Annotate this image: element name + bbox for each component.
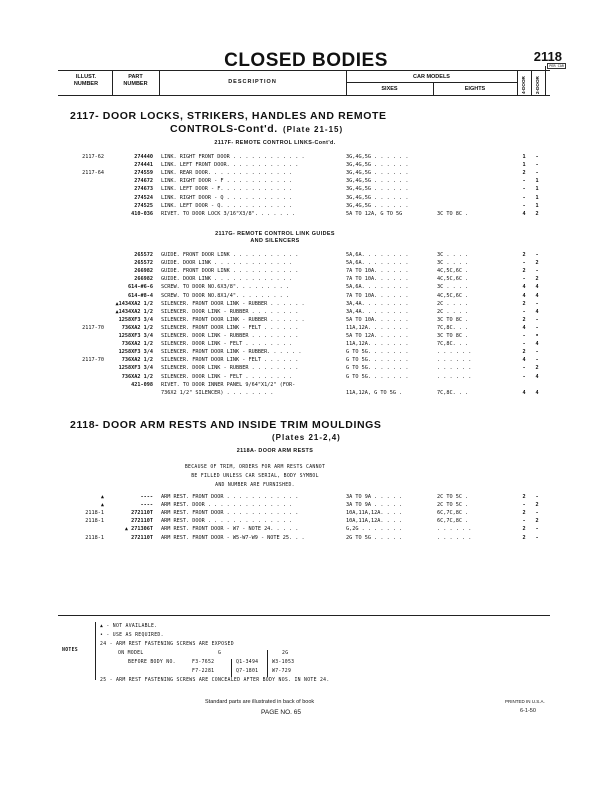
part-description: SILENCER. FRONT DOOR LINK - FELT . . . . . . [161, 324, 299, 331]
two-door-qty: - [535, 349, 539, 356]
four-door-qty: - [522, 186, 526, 193]
plates-ref: (Plate 21-15) [283, 125, 344, 134]
part-description: GUIDE. DOOR LINK . . . . . . . . . . . . . [161, 276, 293, 283]
part-number: 736XA2 1/2 [121, 357, 153, 364]
eights-models: 2C TO 5C . [437, 502, 469, 509]
footer-standard-parts: Standard parts are illustrated in back of book [205, 699, 315, 705]
illus-number: 2117-64 [82, 170, 104, 177]
four-door-qty: 2 [522, 510, 526, 517]
header-top-rule [58, 70, 550, 71]
note-24: 24 - ARM REST FASTENING SCREWS ARE EXPOSED [100, 642, 234, 647]
part-description: LINK. LEFT DOOR - F. . . . . . . . . . . . [161, 186, 293, 193]
four-door-qty: - [522, 178, 526, 185]
two-door-qty: - [535, 324, 539, 331]
notes-top-rule [58, 615, 550, 616]
note-24-body-no: Q1-3494 [236, 660, 259, 665]
eights-models: 6C,7C,8C . [437, 510, 469, 517]
sixes-models: 5A,6A. . . . . . . . [346, 284, 409, 291]
four-door-qty: 2 [522, 349, 526, 356]
part-description: 736X2 1/2" SILENCER) . . . . . . . . [161, 389, 274, 396]
eights-models: . . . . . . [437, 373, 472, 380]
eights-models: 4C,5C,6C . [437, 292, 469, 299]
part-number: 1258XF3 3/4 [118, 349, 153, 356]
part-description: GUIDE. DOOR LINK . . . . . . . . . . . . . [161, 260, 293, 267]
part-description: LINK. LEFT FRONT DOOR. . . . . . . . . . . . [161, 162, 299, 169]
col-illus-header: ILLUST. NUMBER [73, 74, 99, 87]
eights-models: 2C . . . . [437, 308, 469, 315]
part-number: 1258XF3 3/4 [118, 365, 153, 372]
eights-models: 3C . . . . [437, 284, 469, 291]
four-door-qty: 2 [522, 316, 526, 323]
two-door-qty: 1 [535, 178, 539, 185]
page-title: CLOSED BODIES [224, 50, 388, 71]
two-door-qty: - [535, 154, 539, 160]
part-description: LINK. LEFT DOOR - Q. . . . . . . . . . . . [161, 202, 293, 209]
note-divider [267, 650, 268, 677]
sixes-models: 3G,4G,5G . . . . . . [346, 170, 409, 177]
note-24-body-no: Q7-1801 [236, 669, 259, 674]
part-number: ---- [140, 502, 153, 509]
two-door-qty: - [535, 162, 539, 169]
sixes-models: 5A TO 12A, G TO 5G [346, 210, 403, 217]
sixes-models: 3A,4A. . . . . . . . [346, 300, 409, 307]
sixes-models: G,2G . . . . . . . [346, 526, 403, 533]
part-number: 410-036 [131, 210, 153, 217]
part-number: ▲ 271306T [124, 526, 153, 533]
part-description: LINK. RIGHT FRONT DOOR . . . . . . . . . . . . [161, 154, 305, 160]
part-number: 266982 [134, 276, 153, 283]
subsection-heading-2117g: 2117G- REMOTE CONTROL LINK GUIDES [215, 231, 335, 237]
eights-models: 2C TO 5C . [437, 494, 469, 500]
four-door-qty: 4 [522, 324, 526, 331]
four-door-qty: - [522, 333, 526, 339]
per-car-label: PER CAR [549, 64, 564, 68]
part-description: ARM REST. FRONT DOOR . . . . . . . . . . . . [161, 494, 299, 500]
part-number: 274559 [134, 170, 153, 177]
part-description: LINK. RIGHT DOOR - Q . . . . . . . . . . . [161, 194, 293, 201]
plates-ref-2118: (Plates 21-2,4) [272, 433, 341, 442]
footer-printed: PRINTED IN U.S.A. [505, 699, 545, 704]
four-door-qty: 2 [522, 526, 526, 533]
sixes-models: 3G,4G,5G . . . . . . [346, 178, 409, 185]
four-door-qty: - [522, 341, 526, 348]
two-door-qty: 4 [535, 341, 539, 348]
table-row [0, 210, 612, 219]
illus-number: 2117-70 [82, 324, 104, 331]
col-divider [531, 70, 532, 95]
sixes-models: G TO 5G. . . . . . . [346, 365, 409, 372]
sixes-models: 3G,4G,5G . . . . . . [346, 186, 409, 193]
four-door-qty: 4 [522, 284, 526, 291]
part-number: 274524 [134, 194, 153, 201]
part-number: 614-#6-6 [128, 284, 153, 291]
four-door-qty: - [522, 518, 526, 525]
two-door-qty: - [535, 526, 539, 533]
part-description: SILENCER. DOOR LINK - RUBBER . . . . . . . . [161, 365, 299, 372]
subsection-heading-2117f: 2117F- REMOTE CONTROL LINKS-Cont'd. [214, 140, 336, 146]
eights-models: 3C TO 8C . [437, 333, 469, 339]
eights-models: 7C,8C. . . [437, 324, 469, 331]
subsection-heading-2118a: 2118A- DOOR ARM RESTS [236, 448, 314, 454]
four-door-qty: 4 [522, 389, 526, 396]
illus-number: 2117-70 [82, 357, 104, 364]
col-4door-header: 4-DOOR [521, 76, 526, 94]
part-description: SILENCER. FRONT DOOR LINK - FELT . . . . . . [161, 357, 299, 364]
part-description: LINK. RIGHT DOOR - F . . . . . . . . . . . [161, 178, 293, 185]
two-door-qty: 2 [535, 260, 539, 267]
illus-number: ▲ [100, 502, 104, 509]
part-number: 272110T [131, 510, 153, 517]
two-door-qty: • [535, 333, 539, 339]
two-door-qty: - [535, 268, 539, 275]
two-door-qty: - [535, 534, 539, 541]
illus-number: 2118-1 [85, 534, 104, 541]
header-bottom-rule [58, 95, 550, 96]
two-door-qty: 2 [535, 518, 539, 525]
part-number: 272110T [131, 534, 153, 541]
sixes-models: 3G,4G,5G . . . . . . [346, 194, 409, 201]
two-door-qty: 4 [535, 292, 539, 299]
two-door-qty: 2 [535, 502, 539, 509]
sixes-models: 11A,12A, G TO 5G . [346, 389, 403, 396]
eights-models: . . . . . . [437, 349, 472, 356]
note-25: 25 - ARM REST FASTENING SCREWS ARE CONCEALED AFTER BODY NOS. IN NOTE 24. [100, 678, 330, 683]
models-divider [346, 82, 517, 83]
two-door-qty: 2 [535, 210, 539, 217]
two-door-qty: 1 [535, 202, 539, 209]
page-code: 2118 [533, 49, 562, 64]
illus-number: 2117-62 [82, 154, 104, 160]
section-heading-2117-cont: CONTROLS-Cont'd. [170, 123, 278, 135]
footer-page-number: PAGE NO. 65 [261, 709, 301, 716]
four-door-qty: - [522, 260, 526, 267]
four-door-qty: - [522, 276, 526, 283]
four-door-qty: - [522, 202, 526, 209]
sixes-models: 3G,4G,5G . . . . . . [346, 202, 409, 209]
note-divider [231, 659, 232, 677]
part-number: ---- [140, 494, 153, 500]
sixes-models: 5A,6A. . . . . . . . [346, 252, 409, 258]
sixes-models: 11A,12A. . . . . . . [346, 341, 409, 348]
two-door-qty: - [535, 510, 539, 517]
sixes-models: 5A TO 10A. . . . . . [346, 316, 409, 323]
order-note: BE FILLED UNLESS CAR SERIAL, BODY SYMBOL [191, 474, 319, 479]
order-note: BECAUSE OF TRIM, ORDERS FOR ARM RESTS CANNOT [184, 465, 326, 470]
part-description: RIVET. TO DOOR LOCK 3/16"X3/8". . . . . . . [161, 210, 296, 217]
eights-models: 3C . . . . [437, 252, 469, 258]
note-24-body-no: W7-729 [272, 669, 292, 674]
note-not-available: ▲ - NOT AVAILABLE. [100, 624, 158, 629]
two-door-qty: 4 [535, 284, 539, 291]
part-description: RIVET. TO DOOR INNER PANEL 9/64"X1/2" (FOR- [161, 381, 296, 388]
sixes-models: 10A,11A,12A. . . . [346, 518, 403, 525]
four-door-qty: - [522, 502, 526, 509]
col-sixes-header: SIXES [381, 86, 398, 92]
note-24-model-2g: 2G [282, 651, 289, 656]
two-door-qty: 2 [535, 276, 539, 283]
part-description: ARM REST. DOOR . . . . . . . . . . . . . . [161, 518, 293, 525]
sixes-models: 3A TO 9A . . . . . [346, 494, 403, 500]
part-description: ARM REST. FRONT DOOR . . . . . . . . . . . . [161, 510, 299, 517]
two-door-qty: 2 [535, 365, 539, 372]
four-door-qty: 1 [522, 162, 526, 169]
four-door-qty: 2 [522, 494, 526, 500]
col-part-header: PART NUMBER [123, 74, 148, 87]
section-heading-2118: 2118- DOOR ARM RESTS AND INSIDE TRIM MOULDINGS [70, 419, 382, 431]
notes-label: NOTES [62, 648, 78, 653]
part-description: SILENCER. DOOR LINK - RUBBER . . . . . . . . [161, 333, 299, 339]
four-door-qty: 2 [522, 252, 526, 258]
eights-models: 3C TO 8C . [437, 210, 469, 217]
two-door-qty: - [535, 357, 539, 364]
four-door-qty: 1 [522, 154, 526, 160]
four-door-qty: 2 [522, 170, 526, 177]
note-24-on-model: ON MODEL [118, 651, 144, 656]
col-2door-header: 2-DOOR [535, 76, 540, 94]
part-number: 265572 [134, 260, 153, 267]
eights-models: 7C,8C. . . [437, 341, 469, 348]
sixes-models: 7A TO 10A. . . . . . [346, 276, 409, 283]
four-door-qty: 2 [522, 268, 526, 275]
eights-models: . . . . . . [437, 365, 472, 372]
part-description: ARM REST. FRONT DOOR - W7 - NOTE 24. . . . . [161, 526, 299, 533]
section-heading-2117: 2117- DOOR LOCKS, STRIKERS, HANDLES AND REMOTE [70, 110, 387, 122]
part-description: LINK. REAR DOOR. . . . . . . . . . . . . . [161, 170, 293, 177]
illus-number: 2118-1 [85, 510, 104, 517]
sixes-models: 7A TO 10A. . . . . . [346, 268, 409, 275]
sixes-models: 5A TO 12A. . . . . . [346, 333, 409, 339]
col-divider [545, 66, 546, 95]
sixes-models: 5A,6A. . . . . . . . [346, 260, 409, 267]
order-note: AND NUMBER ARE FURNISHED. [215, 483, 295, 488]
eights-models: 4C,5C,6C . [437, 268, 469, 275]
four-door-qty: - [522, 365, 526, 372]
four-door-qty: 2 [522, 534, 526, 541]
two-door-qty: 4 [535, 389, 539, 396]
part-description: SILENCER. FRONT DOOR LINK - RUBBER. . . . . . [161, 349, 302, 356]
notes-bracket [95, 622, 96, 680]
part-description: SILENCER. FRONT DOOR LINK - RUBBER . . . . . . [161, 300, 305, 307]
part-number: 1258XF3 3/4 [118, 333, 153, 339]
table-row [0, 389, 612, 398]
col-divider [517, 70, 518, 95]
four-door-qty: - [522, 373, 526, 380]
col-models-header: CAR MODELS [413, 74, 450, 80]
two-door-qty: 1 [535, 186, 539, 193]
sixes-models: G TO 5G. . . . . . . [346, 349, 409, 356]
part-number: 274440 [134, 154, 153, 160]
two-door-qty: 1 [535, 194, 539, 201]
col-eights-header: EIGHTS [464, 86, 486, 92]
note-as-required: • - USE AS REQUIRED. [100, 633, 164, 638]
sixes-models: 3G,4G,5G . . . . . . [346, 162, 409, 169]
four-door-qty: - [522, 308, 526, 315]
part-description: SCREW. TO DOOR NO.8X1/4". . . . . . . . . [161, 292, 290, 299]
sixes-models: 3A TO 9A . . . . . [346, 502, 403, 509]
part-description: SCREW. TO DOOR NO.6X3/8". . . . . . . . . [161, 284, 290, 291]
part-number: 266982 [134, 268, 153, 275]
part-number: 272110T [131, 518, 153, 525]
eights-models: 4C,5C,6C . [437, 276, 469, 283]
footer-date: 6-1-50 [520, 708, 536, 714]
part-number: ▲1434XA2 1/2 [115, 300, 153, 307]
two-door-qty: 4 [535, 373, 539, 380]
four-door-qty: 4 [522, 292, 526, 299]
part-number: 265572 [134, 252, 153, 258]
eights-models: . . . . . . [437, 526, 472, 533]
note-24-before: BEFORE BODY NO. [128, 660, 176, 665]
note-24-body-no: W3-1053 [272, 660, 295, 665]
eights-models: 2C . . . . [437, 300, 469, 307]
subsection-heading-2117g-cont: AND SILENCERS [250, 238, 300, 244]
part-number: 274673 [134, 186, 153, 193]
two-door-qty: 4 [535, 308, 539, 315]
two-door-qty: - [535, 252, 539, 258]
four-door-qty: - [522, 194, 526, 201]
part-description: SILENCER. FRONT DOOR LINK - RUBBER . . . . . . [161, 316, 305, 323]
table-row [0, 534, 612, 543]
sixes-models: 11A,12A. . . . . . . [346, 324, 409, 331]
col-desc-header: DESCRIPTION [228, 79, 277, 85]
note-24-body-no: F7-2281 [192, 669, 215, 674]
two-door-qty: - [535, 170, 539, 177]
part-description: ARM REST. FRONT DOOR - W5-W7-W9 - NOTE 25. . . [161, 534, 305, 541]
part-number: 736XA2 1/2 [121, 373, 153, 380]
four-door-qty: 4 [522, 210, 526, 217]
two-door-qty: - [535, 494, 539, 500]
part-number: ▲1434XA2 1/2 [115, 308, 153, 315]
two-door-qty: - [535, 300, 539, 307]
part-number: 274672 [134, 178, 153, 185]
part-number: 736XA2 1/2 [121, 324, 153, 331]
eights-models: 3C . . . . [437, 260, 469, 267]
eights-models: . . . . . . [437, 534, 472, 541]
sixes-models: G TO 5G. . . . . . . [346, 357, 409, 364]
part-description: GUIDE. FRONT DOOR LINK . . . . . . . . . . . [161, 252, 299, 258]
part-number: 736XA2 1/2 [121, 341, 153, 348]
part-number: 1258XF3 3/4 [118, 316, 153, 323]
part-description: SILENCER. DOOR LINK - FELT . . . . . . . . [161, 373, 293, 380]
sixes-models: 10A,11A,12A. . . . [346, 510, 403, 517]
eights-models: . . . . . . [437, 357, 472, 364]
eights-models: 3C TO 8C . [437, 316, 469, 323]
sixes-models: G TO 5G. . . . . . . [346, 373, 409, 380]
part-number: 421-098 [131, 381, 153, 388]
illus-number: 2118-1 [85, 518, 104, 525]
eights-models: 7C,8C. . . [437, 389, 469, 396]
sixes-models: 3A,4A. . . . . . . . [346, 308, 409, 315]
sixes-models: 3G,4G,5G . . . . . . [346, 154, 409, 160]
part-description: SILENCER. DOOR LINK - FELT . . . . . . . . [161, 341, 293, 348]
part-number: 274441 [134, 162, 153, 169]
part-description: SILENCER. DOOR LINK - RUBBER . . . . . . . . [161, 308, 299, 315]
note-24-model-g: G [218, 651, 222, 656]
note-24-body-no: F3-7652 [192, 660, 215, 665]
illus-number: ▲ [100, 494, 104, 500]
part-number: 274525 [134, 202, 153, 209]
part-number: 614-#8-4 [128, 292, 153, 299]
sixes-models: 2G TO 5G . . . . . [346, 534, 403, 541]
part-description: ARM REST. DOOR . . . . . . . . . . . . . . [161, 502, 293, 509]
four-door-qty: 4 [522, 357, 526, 364]
four-door-qty: 2 [522, 300, 526, 307]
two-door-qty: - [535, 316, 539, 323]
part-description: GUIDE. FRONT DOOR LINK . . . . . . . . . . . [161, 268, 299, 275]
sixes-models: 7A TO 10A. . . . . . [346, 292, 409, 299]
eights-models: 6C,7C,8C . [437, 518, 469, 525]
